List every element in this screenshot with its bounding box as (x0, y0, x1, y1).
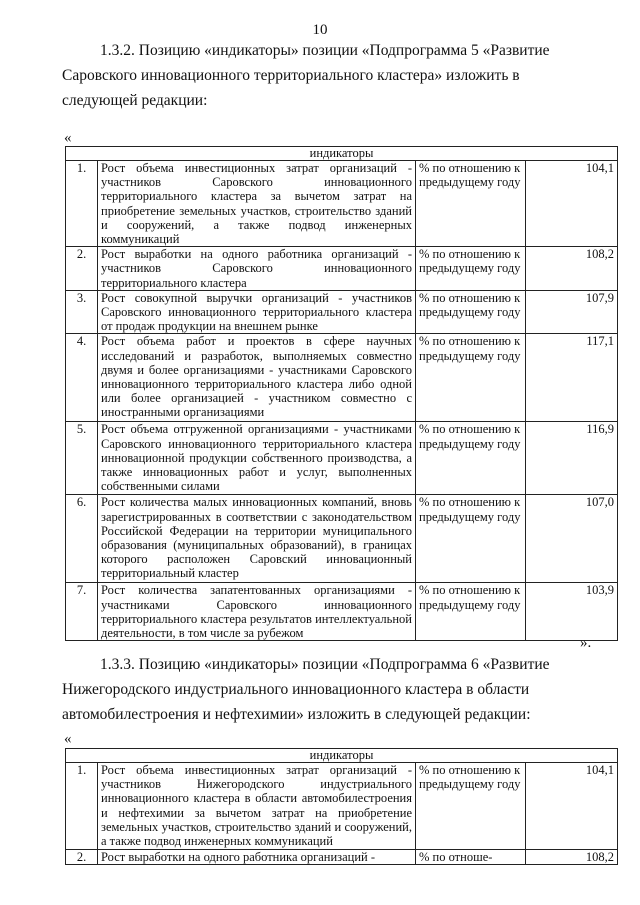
row-number: 4. (66, 334, 98, 422)
row-description: Рост количества запатентованных организациями - участниками Саровского инновационного территориального кластера результатов интеллектуальной деятельности, в том числе за рубежом (98, 583, 416, 641)
row-description: Рост объема инвестиционных затрат организаций - участников Саровского инновационного территориального кластера за вычетом затрат на приобретение земельных участков, строительство зданий и сооружений, а также подвод инженерных коммуникаций (98, 161, 416, 247)
row-number: 1. (66, 161, 98, 247)
page-number: 10 (312, 22, 328, 38)
section-paragraph: 1.3.3. Позицию «индикаторы» позиции «Подпрограмма 6 «Развитие Нижегородского индустриального инновационного кластера в области автомобилестроения и нефтехимии» изложить в следующей редакции: (62, 656, 550, 723)
row-value: 116,9 (526, 422, 618, 495)
row-unit: % по отношению к предыдущему году (416, 495, 526, 583)
row-description: Рост совокупной выручки организаций - участников Саровского инновационного территориального кластера от продаж продукции на внешнем рынке (98, 290, 416, 334)
table-row (66, 290, 618, 334)
row-description: Рост объема отгруженной организациями - участниками Саровского инновационного территориального кластера инновационной продукции собственного производства, а также инновационных работ и услуг, выполненных собственными силами (98, 422, 416, 495)
row-unit: % по отношению к предыдущему году (416, 422, 526, 495)
row-value: 103,9 (526, 583, 618, 641)
row-description: Рост объема инвестиционных затрат организаций - участников Нижегородского индустриального инновационного кластера в области автомобилестроения и нефтехимии за вычетом затрат на приобретение земельных участков, строительство зданий и сооружений, а также подвод инженерных коммуникаций (98, 763, 416, 850)
row-value: 107,0 (526, 495, 618, 583)
quote-open: « (64, 731, 72, 747)
table-row (66, 763, 618, 850)
row-unit: % по отношению к предыдущему году (416, 247, 526, 291)
table-row (66, 495, 618, 583)
row-value: 108,2 (526, 247, 618, 291)
quote-close: ». (580, 635, 592, 651)
row-description: Рост выработки на одного работника организаций - участников Саровского инновационного территориального кластера (98, 247, 416, 291)
row-unit: % по отноше- (416, 850, 526, 865)
row-description: Рост выработки на одного работника организаций - (98, 850, 416, 865)
table-header: индикаторы (66, 749, 618, 763)
row-description: Рост объема работ и проектов в сфере научных исследований и разработок, выполняемых совместно двумя и более организациями - участниками Саровского инновационного территориального кластера либо одной или более организацией - участником совместно с иностранными организациями (98, 334, 416, 422)
row-unit: % по отношению к предыдущему году (416, 763, 526, 850)
table-row (66, 334, 618, 422)
table-row (66, 422, 618, 495)
row-value: 117,1 (526, 334, 618, 422)
row-number: 2. (66, 850, 98, 865)
table-row (66, 247, 618, 291)
row-number: 6. (66, 495, 98, 583)
indicators-table (65, 146, 618, 641)
row-value: 107,9 (526, 290, 618, 334)
row-value: 104,1 (526, 763, 618, 850)
quote-open: « (64, 130, 72, 146)
row-unit: % по отношению к предыдущему году (416, 583, 526, 641)
row-number: 7. (66, 583, 98, 641)
table-header: индикаторы (66, 147, 618, 161)
row-number: 3. (66, 290, 98, 334)
table-row (66, 161, 618, 247)
row-unit: % по отношению к предыдущему году (416, 290, 526, 334)
row-number: 5. (66, 422, 98, 495)
row-unit: % по отношению к предыдущему году (416, 334, 526, 422)
table-row (66, 583, 618, 641)
table-row (66, 850, 618, 865)
row-description: Рост количества малых инновационных компаний, вновь зарегистрированных в соответствии с законодательством Российской Федерации на территории муниципального образования (муниципальных образований), в границах которого расположен Саровский инновационный территориальный кластер (98, 495, 416, 583)
row-value: 108,2 (526, 850, 618, 865)
row-value: 104,1 (526, 161, 618, 247)
row-number: 1. (66, 763, 98, 850)
row-number: 2. (66, 247, 98, 291)
indicators-table (65, 748, 618, 865)
section-paragraph: 1.3.2. Позицию «индикаторы» позиции «Подпрограмма 5 «Развитие Саровского инновационного территориального кластера» изложить в следующей редакции: (62, 42, 550, 109)
row-unit: % по отношению к предыдущему году (416, 161, 526, 247)
